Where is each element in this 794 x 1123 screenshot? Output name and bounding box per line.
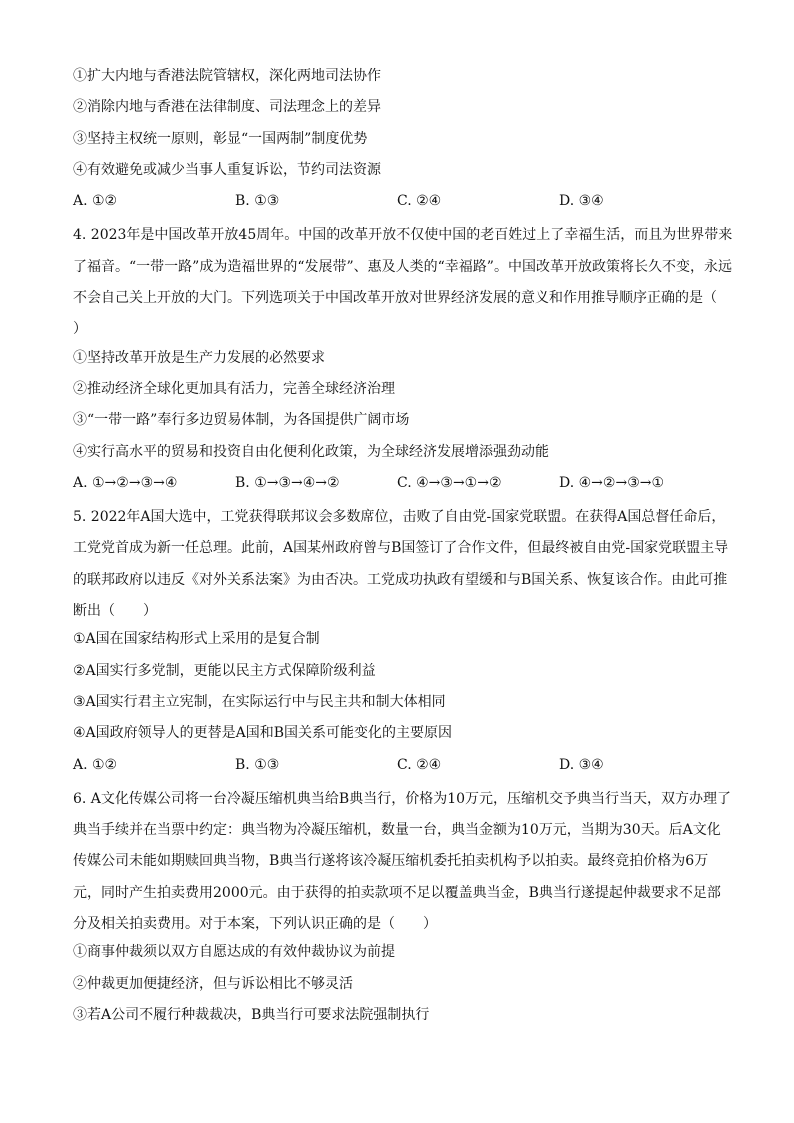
q5-statement-3: ③A国实行君主立宪制，在实际运行中与民主共和制大体相同 [73, 693, 446, 710]
q6-statement-1: ①商事仲裁须以双方自愿达成的有效仲裁协议为前提 [73, 944, 395, 961]
q5-statement-1: ①A国在国家结构形式上采用的是复合制 [73, 631, 320, 648]
q5-stem: 5. 2022年A国大选中，工党获得联邦议会多数席位，击败了自由党-国家党联盟。在获得A国总督任命后，工党党首成为新一任总理。此前，A国某州政府曾与B国签订了合作文件，但最终被自由党-国家党联盟主导的联邦政府以违反《对外关系法案》为由否决。工党成功执政有望缓和与B国关系、恢复该合作。由此可推断出（ ） [73, 509, 729, 620]
q3-statement-2: ②消除内地与香港在法律制度、司法理念上的差异 [73, 99, 381, 116]
q4-option-c: C. ④→③→①→② [397, 474, 502, 491]
q5-options [73, 753, 733, 784]
q5-option-b: B. ①③ [235, 756, 280, 773]
q4-options [73, 471, 733, 502]
question-3-tail [73, 64, 733, 220]
q4-stem: 4. 2023年是中国改革开放45周年。中国的改革开放不仅使中国的老百姓过上了幸福生活，而且为世界带来了福音。“一带一路”成为造福世界的“发展带”、惠及人类的“幸福路”。中国改革开放政策将长久不变，永远不会自己关上开放的大门。下列选项关于中国改革开放对世界经济发展的意义和作用推导顺序正确的是（ ） [73, 227, 745, 338]
q6-stem: 6. A文化传媒公司将一台冷凝压缩机典当给B典当行，价格为10万元，压缩机交予典当行当天，双方办理了典当手续并在当票中约定：典当物为冷凝压缩机，数量一台，典当金额为10万元，当期为30天。后A文化传媒公司未能如期赎回典当物，B典当行遂将该冷凝压缩机委托拍卖机构予以拍卖。最终竞拍价格为6万元，同时产生拍卖费用2000元。由于获得的拍卖款项不足以覆盖典当金，B典当行遂提起仲裁要求不足部分及相关拍卖费用。对于本案，下列认识正确的是（ ） [73, 790, 732, 933]
q6-statement-3: ③若A公司不履行种裁裁决，B典当行可要求法院强制执行 [73, 1006, 430, 1023]
q3-statement-1: ①扩大内地与香港法院管辖权，深化两地司法协作 [73, 68, 381, 84]
question-5 [73, 502, 733, 784]
q4-option-a: A. ①→②→③→④ [73, 474, 178, 491]
q5-option-d: D. ③④ [559, 756, 604, 773]
q4-statement-1: ①坚持改革开放是生产力发展的必然要求 [73, 349, 325, 366]
q4-option-b: B. ①→③→④→② [235, 474, 340, 491]
q5-statement-2: ②A国实行多党制，更能以民主方式保障阶级利益 [73, 662, 376, 679]
q3-option-c: C. ②④ [397, 193, 442, 210]
question-6 [73, 784, 733, 1034]
q5-statement-4: ④A国政府领导人的更替是A国和B国关系可能变化的主要原因 [73, 725, 453, 742]
q4-statement-3: ③“一带一路”奉行多边贸易体制，为各国提供广阔市场 [73, 412, 410, 429]
q5-option-c: C. ②④ [397, 756, 442, 773]
q4-option-d: D. ④→②→③→① [559, 474, 665, 491]
q3-option-b: B. ①③ [235, 193, 280, 210]
q3-option-d: D. ③④ [559, 193, 604, 210]
q3-options [73, 189, 733, 220]
q5-option-a: A. ①② [73, 756, 118, 773]
q6-statement-2: ②仲裁更加便捷经济，但与诉讼相比不够灵活 [73, 975, 353, 992]
page-content [73, 64, 745, 1034]
question-4 [73, 220, 745, 502]
q4-statement-2: ②推动经济全球化更加具有活力，完善全球经济治理 [73, 380, 395, 397]
q4-statement-4: ④实行高水平的贸易和投资自由化便利化政策，为全球经济发展增添强劲动能 [73, 443, 549, 460]
q3-option-a: A. ①② [73, 193, 118, 210]
q3-statement-3: ③坚持主权统一原则，彰显“一国两制”制度优势 [73, 130, 368, 147]
q3-statement-4: ④有效避免或减少当事人重复诉讼，节约司法资源 [73, 161, 381, 178]
